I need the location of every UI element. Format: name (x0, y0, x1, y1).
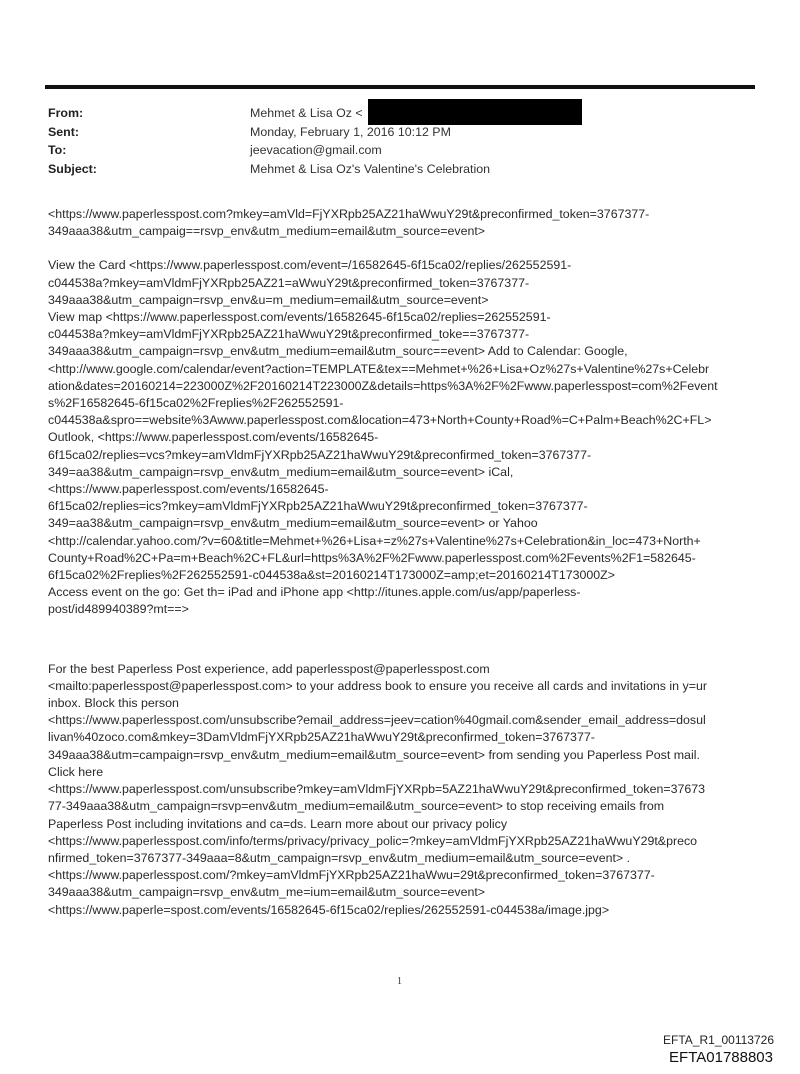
body-line: 349aaa38&utm_campaign=rsvp_env&utm_me=ium=email&utm_source=event> (48, 885, 486, 900)
body-line: <https://www.paperle=spost.com/events/16582645-6f15ca02/replies/262552591-c044538a/image.jpg> (48, 902, 610, 917)
body-line: Paperless Post including invitations and ca=ds. Learn more about our privacy policy (48, 816, 508, 831)
redaction-box (368, 99, 582, 125)
subject-value: Mehmet & Lisa Oz's Valentine's Celebration (250, 161, 491, 176)
body-line: inbox. Block this person (48, 696, 179, 711)
body-line: nfirmed_token=3767377-349aaa=8&utm_campaign=rsvp_env&utm_medium=email&utm_source=event> . (48, 850, 631, 865)
body-line: <mailto:paperlesspost@paperlesspost.com> to your address book to ensure you receive all cards and invitations in y=ur (48, 678, 707, 693)
body-line: County+Road%2C+Pa=m+Beach%2C+FL&url=https%3A%2F%2Fwww.paperlesspost.com%2Fevents%2F1=582645- (48, 550, 696, 565)
body-line: Access event on the go: Get th= iPad and iPhone app <http://itunes.apple.com/us/app/paperless- (48, 585, 581, 600)
body-line: 349aaa38&utm=campaign=rsvp_env&utm_medium=email&utm_source=event> from sending you Paperless Post mail. (48, 747, 700, 762)
body-block-event-links (48, 257, 760, 618)
sent-label: Sent: (48, 124, 79, 139)
body-line: post/id489940389?mt==> (48, 602, 189, 617)
body-block-header-link (48, 206, 760, 240)
body-line: Click here (48, 764, 104, 779)
subject-label: Subject: (48, 161, 97, 176)
to-value: jeevacation@gmail.com (250, 143, 382, 157)
body-line: 349aaa38&utm_campaign=rsvp_env&utm_medium=email&utm_sourc==event> Add to Calendar: Google, (48, 344, 628, 359)
bates-number-small: EFTA_R1_00113726 (663, 1033, 774, 1047)
body-line: 77-349aaa38&utm_campaign=rsvp=env&utm_medium=email&utm_source=event> to stop receiving emails from (48, 799, 665, 814)
email-body (48, 206, 760, 919)
body-line: <https://www.paperlesspost.com/unsubscribe?email_address=jeev=cation%40gmail.com&sender_email_address=dosul (48, 713, 706, 728)
body-line: 349aaa38&utm_campaig==rsvp_env&utm_medium=email&utm_source=event> (48, 224, 486, 239)
body-line: <https://www.paperlesspost.com/unsubscribe?mkey=amVldmFjYXRpb=5AZ21haWwuY29t&preconfirmed_token=37673 (48, 782, 706, 797)
from-label: From: (48, 106, 84, 120)
sent-value: Monday, February 1, 2016 10:12 PM (250, 124, 451, 139)
page-number: 1 (397, 976, 402, 987)
body-line: <https://www.paperlesspost.com/events/16582645- (48, 482, 329, 497)
paragraph-gap (48, 240, 760, 257)
subject-row (48, 160, 490, 179)
header-rule (45, 85, 755, 89)
body-line: 349aaa38&utm_campaign=rsvp_env&u=m_medium=email&utm_source=event> (48, 292, 489, 307)
body-line: s%2F16582645-6f15ca02%2Freplies%2F262552591- (48, 396, 344, 411)
body-line: View map <https://www.paperlesspost.com/events/16582645-6f15ca02/replies=262552591- (48, 310, 551, 325)
body-line: 6f15ca02/replies=vcs?mkey=amVldmFjYXRpb25AZ21haWwuY29t&preconfirmed_token=3767377- (48, 447, 592, 462)
body-line: <https://www.paperlesspost.com?mkey=amVld=FjYXRpb25AZ21haWwuY29t&preconfirmed_token=3767377- (48, 207, 650, 221)
paragraph-gap (48, 619, 760, 661)
body-line: livan%40zoco.com&mkey=3DamVldmFjYXRpb25AZ21haWwuY29t&preconfirmed_token=3767377- (48, 730, 595, 745)
to-label: To: (48, 143, 67, 157)
body-line: 349=aa38&utm_campaign=rsvp_env&utm_medium=email&utm_source=event> or Yahoo (48, 516, 538, 531)
bates-number-large: EFTA01788803 (669, 1049, 773, 1066)
body-line: <http://www.google.com/calendar/event?action=TEMPLATE&tex==Mehmet+%26+Lisa+Oz%27s+Valentine%27s+Celebr (48, 361, 710, 376)
body-line: 6f15ca02%2Freplies%2F262552591-c044538a&st=20160214T173000Z=amp;et=20160214T173000Z> (48, 568, 615, 583)
to-row (48, 141, 490, 160)
body-line: ation&dates=20160214=223000Z%2F20160214T223000Z&details=https%3A%2F%2Fwww.paperlesspost=com%2Fevent (48, 378, 718, 393)
body-block-footer-links (48, 661, 760, 919)
body-line: c044538a?mkey=amVldmFjYXRpb25AZ21=aWwuY29t&preconfirmed_token=3767377- (48, 275, 530, 290)
body-line: Outlook, <https://www.paperlesspost.com/events/16582645- (48, 430, 379, 445)
body-line: <https://www.paperlesspost.com/info/terms/privacy/privacy_polic=?mkey=amVldmFjYXRpb25AZ21haWwuY29t&preco (48, 833, 698, 848)
from-value: Mehmet & Lisa Oz < (250, 106, 363, 120)
body-line: 349=aa38&utm_campaign=rsvp_env&utm_medium=email&utm_source=event> iCal, (48, 464, 514, 479)
body-line: View the Card <https://www.paperlesspost.com/event=/16582645-6f15ca02/replies/262552591- (48, 258, 572, 273)
body-line: For the best Paperless Post experience, add paperlesspost@paperlesspost.com (48, 661, 490, 676)
body-line: <https://www.paperlesspost.com/?mkey=amVldmFjYXRpb25AZ21haWwu=29t&preconfirmed_token=3767377- (48, 868, 655, 883)
sent-row (48, 123, 490, 142)
body-line: c044538a&spro==website%3Awww.paperlesspost.com&location=473+North+County+Road%=C+Palm+Beach%2C+FL> (48, 413, 712, 428)
body-line: 6f15ca02/replies=ics?mkey=amVldmFjYXRpb25AZ21haWwuY29t&preconfirmed_token=3767377- (48, 499, 588, 514)
body-line: <http://calendar.yahoo.com/?v=60&title=Mehmet+%26+Lisa+=z%27s+Valentine%27s+Celebration&in_loc=473+North+ (48, 533, 701, 548)
body-line: c044538a?mkey=amVldmFjYXRpb25AZ21haWwuY29t&preconfirmed_toke==3767377- (48, 327, 530, 342)
